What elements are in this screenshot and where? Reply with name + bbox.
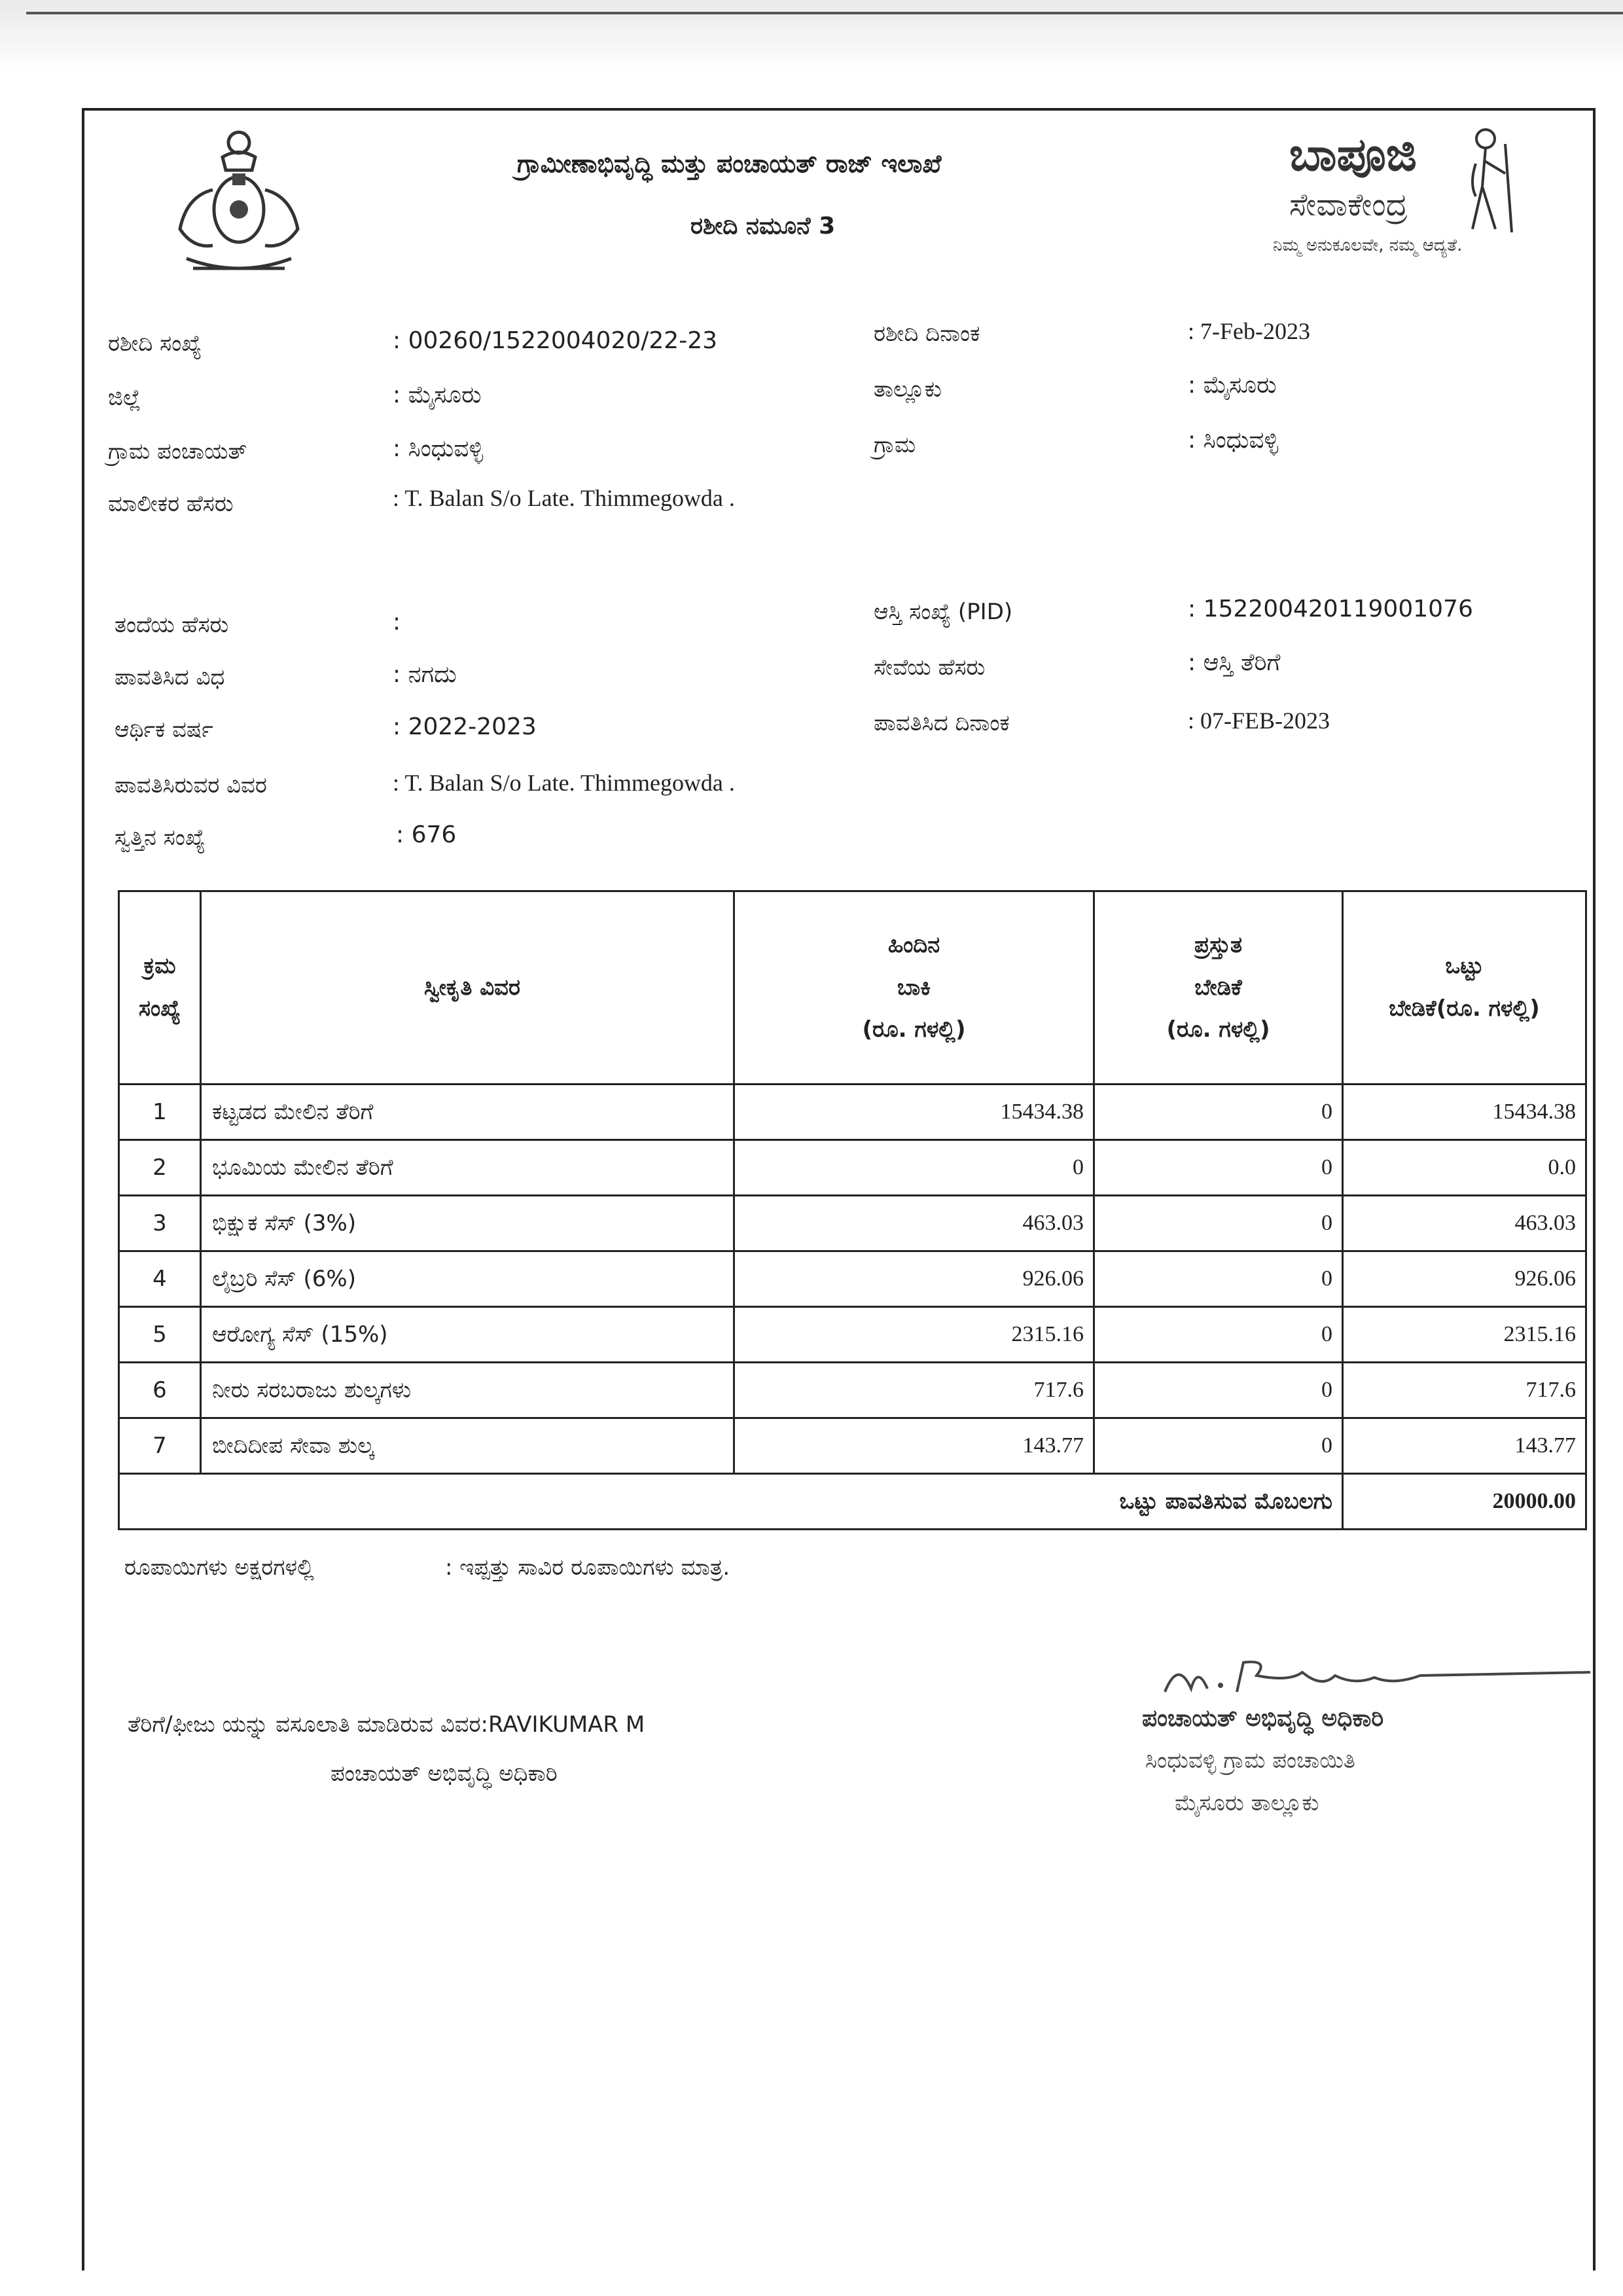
row-description: ಬೀದಿದೀಪ ಸೇವಾ ಶುಲ್ಕ — [201, 1418, 734, 1474]
row-no: 2 — [119, 1140, 201, 1196]
logo-subtitle: ಸೇವಾಕೇಂದ್ರ — [1289, 187, 1408, 223]
state-emblem-icon — [160, 118, 317, 288]
row-previous: 926.06 — [734, 1251, 1094, 1307]
col-total-demand-line1: ಒಟ್ಟು — [1445, 953, 1484, 980]
department-title: ಗ್ರಾಮೀಣಾಭಿವೃದ್ಧಿ ಮತ್ತು ಪಂಚಾಯತ್ ರಾಜ್ ಇಲಾಖೆ — [517, 149, 942, 178]
row-current: 0 — [1094, 1363, 1343, 1418]
service-name-label: ಸೇವೆಯ ಹೆಸರು — [874, 655, 986, 681]
payer-details-value: : T. Balan S/o Late. Thimmegowda . — [393, 770, 735, 796]
collector-designation: ಪಂಚಾಯತ್ ಅಭಿವೃದ್ಧಿ ಅಧಿಕಾರಿ — [330, 1761, 558, 1787]
row-description: ಕಟ್ಟಡದ ಮೇಲಿನ ತೆರಿಗೆ — [201, 1085, 734, 1140]
col-total-demand — [1343, 891, 1586, 1085]
owner-name-value: : T. Balan S/o Late. Thimmegowda . — [393, 485, 735, 511]
amount-in-words-value: : ಇಪ್ಪತ್ತು ಸಾವಿರ ರೂಪಾಯಿಗಳು ಮಾತ್ರ. — [445, 1554, 730, 1581]
form-title: ರಶೀದಿ ನಮೂನೆ 3 — [690, 213, 836, 240]
receipt-date-value: : 7-Feb-2023 — [1188, 318, 1310, 344]
col-previous-balance-line1: ಹಿಂದಿನ — [887, 932, 940, 959]
row-current: 0 — [1094, 1251, 1343, 1307]
row-description: ಲೈಬ್ರರಿ ಸೆಸ್ (6%) — [201, 1251, 734, 1307]
payment-mode-label: ಪಾವತಿಸಿದ ವಿಧ — [115, 664, 225, 691]
logo-tagline: ನಿಮ್ಮ ಅನುಕೂಲವೇ, ನಮ್ಮ ಆದ್ಯತೆ. — [1273, 236, 1463, 255]
row-total: 717.6 — [1343, 1363, 1586, 1418]
row-previous: 143.77 — [734, 1418, 1094, 1474]
col-serial-no-line1: ಕ್ರಮ — [143, 953, 176, 980]
district-label: ಜಿಲ್ಲೆ — [108, 385, 141, 411]
total-payable-value: 20000.00 — [1343, 1474, 1586, 1530]
col-previous-balance — [734, 891, 1094, 1085]
row-no: 4 — [119, 1251, 201, 1307]
scan-shade — [0, 0, 1623, 72]
col-serial-no-line2: ಸಂಖ್ಯೆ — [139, 996, 181, 1022]
table-row — [119, 1418, 1586, 1474]
row-previous: 2315.16 — [734, 1307, 1094, 1363]
row-no: 3 — [119, 1196, 201, 1251]
district-value: : ಮೈಸೂರು — [393, 382, 482, 408]
col-current-demand-line2: ಬೇಡಿಕೆ — [1194, 974, 1242, 1001]
row-total: 2315.16 — [1343, 1307, 1586, 1363]
row-current: 0 — [1094, 1140, 1343, 1196]
row-total: 463.03 — [1343, 1196, 1586, 1251]
signature-scribble — [1158, 1653, 1597, 1698]
taluk-label: ತಾಲ್ಲೂಕು — [874, 376, 942, 403]
receipt-date-label: ರಶೀದಿ ದಿನಾಂಕ — [874, 321, 980, 347]
row-current: 0 — [1094, 1196, 1343, 1251]
logo-title: ಬಾಪೂಜಿ — [1289, 128, 1417, 181]
payment-date-label: ಪಾವತಿಸಿದ ದಿನಾಂಕ — [874, 710, 1010, 736]
gram-panchayat-label: ಗ್ರಾಮ ಪಂಚಾಯತ್ — [108, 439, 247, 465]
row-current: 0 — [1094, 1085, 1343, 1140]
owner-name-label: ಮಾಲೀಕರ ಹೆಸರು — [108, 491, 234, 517]
gram-panchayat-value: : ಸಿಂಧುವಳ್ಳಿ — [393, 435, 484, 462]
col-current-demand-line1: ಪ್ರಸ್ತುತ — [1194, 932, 1243, 959]
payer-details-label: ಪಾವತಿಸಿರುವರ ವಿವರ — [115, 772, 267, 798]
payment-date-value: : 07-FEB-2023 — [1188, 708, 1330, 734]
row-previous: 463.03 — [734, 1196, 1094, 1251]
property-pid-value: : 152200420119001076 — [1188, 596, 1473, 622]
father-name-value: : — [393, 609, 401, 636]
table-row — [119, 1307, 1586, 1363]
village-value: : ಸಿಂಧುವಳ್ಳಿ — [1188, 427, 1279, 454]
signatory-taluk: ಮೈಸೂರು ತಾಲ್ಲೂಕು — [1175, 1790, 1319, 1816]
financial-year-label: ಆರ್ಥಿಕ ವರ್ಷ — [115, 717, 213, 743]
signatory-panchayat: ಸಿಂಧುವಳ್ಳಿ ಗ್ರಾಮ ಪಂಚಾಯಿತಿ — [1145, 1748, 1355, 1774]
row-current: 0 — [1094, 1418, 1343, 1474]
table-row — [119, 1140, 1586, 1196]
col-current-demand — [1094, 891, 1343, 1085]
financial-year-value: : 2022-2023 — [393, 713, 537, 740]
collector-details: ತೆರಿಗೆ/ಫೀಜು ಯನ್ನು ವಸೂಲಾತಿ ಮಾಡಿರುವ ವಿವರ:RAVIKUMAR M — [128, 1712, 645, 1738]
row-description: ಭೂಮಿಯ ಮೇಲಿನ ತೆರಿಗೆ — [201, 1140, 734, 1196]
property-no-label: ಸ್ವತ್ತಿನ ಸಂಖ್ಯೆ — [115, 825, 205, 851]
row-no: 1 — [119, 1085, 201, 1140]
row-total: 0.0 — [1343, 1140, 1586, 1196]
tax-breakdown-table — [118, 890, 1587, 1530]
row-no: 6 — [119, 1363, 201, 1418]
row-total: 926.06 — [1343, 1251, 1586, 1307]
col-current-demand-line3: (ರೂ. ಗಳಲ್ಲಿ) — [1166, 1016, 1270, 1043]
receipt-no-label: ರಶೀದಿ ಸಂಖ್ಯೆ — [108, 331, 202, 357]
row-total: 143.77 — [1343, 1418, 1586, 1474]
scan-edge — [26, 12, 1623, 14]
row-previous: 15434.38 — [734, 1085, 1094, 1140]
village-label: ಗ್ರಾಮ — [874, 432, 916, 458]
table-row — [119, 1251, 1586, 1307]
gandhi-figure-icon — [1450, 124, 1528, 236]
table-row — [119, 1085, 1586, 1140]
amount-in-words-label: ರೂಪಾಯಿಗಳು ಅಕ್ಷರಗಳಲ್ಲಿ — [124, 1554, 314, 1581]
payment-mode-value: : ನಗದು — [393, 661, 457, 688]
table-header-row — [119, 891, 1586, 1085]
property-no-value: : 676 — [396, 821, 457, 848]
taluk-value: : ಮೈಸೂರು — [1188, 372, 1277, 399]
row-description: ಆರೋಗ್ಯ ಸೆಸ್ (15%) — [201, 1307, 734, 1363]
total-payable-label: ಒಟ್ಟು ಪಾವತಿಸುವ ಮೊಬಲಗು — [119, 1474, 1343, 1530]
row-no: 5 — [119, 1307, 201, 1363]
table-row — [119, 1363, 1586, 1418]
row-previous: 0 — [734, 1140, 1094, 1196]
col-previous-balance-line3: (ರೂ. ಗಳಲ್ಲಿ) — [862, 1016, 966, 1043]
row-current: 0 — [1094, 1307, 1343, 1363]
col-serial-no — [119, 891, 201, 1085]
signatory-designation: ಪಂಚಾಯತ್ ಅಭಿವೃದ್ಧಿ ಅಧಿಕಾರಿ — [1142, 1705, 1384, 1732]
row-description: ನೀರು ಸರಬರಾಜು ಶುಲ್ಕಗಳು — [201, 1363, 734, 1418]
row-no: 7 — [119, 1418, 201, 1474]
row-total: 15434.38 — [1343, 1085, 1586, 1140]
col-total-demand-line2: ಬೇಡಿಕೆ(ರೂ. ಗಳಲ್ಲಿ) — [1389, 996, 1540, 1022]
receipt-no-value: : 00260/1522004020/22-23 — [393, 327, 718, 354]
property-pid-label: ಆಸ್ತಿ ಸಂಖ್ಯೆ (PID) — [874, 599, 1013, 625]
row-description: ಭಿಕ್ಷುಕ ಸೆಸ್ (3%) — [201, 1196, 734, 1251]
col-previous-balance-line2: ಬಾಕಿ — [897, 974, 931, 1001]
table-row — [119, 1196, 1586, 1251]
table-total-row — [119, 1474, 1586, 1530]
col-description: ಸ್ವೀಕೃತಿ ವಿವರ — [201, 891, 734, 1085]
row-previous: 717.6 — [734, 1363, 1094, 1418]
father-name-label: ತಂದೆಯ ಹೆಸರು — [115, 612, 229, 638]
service-name-value: : ಆಸ್ತಿ ತೆರಿಗೆ — [1188, 649, 1281, 676]
